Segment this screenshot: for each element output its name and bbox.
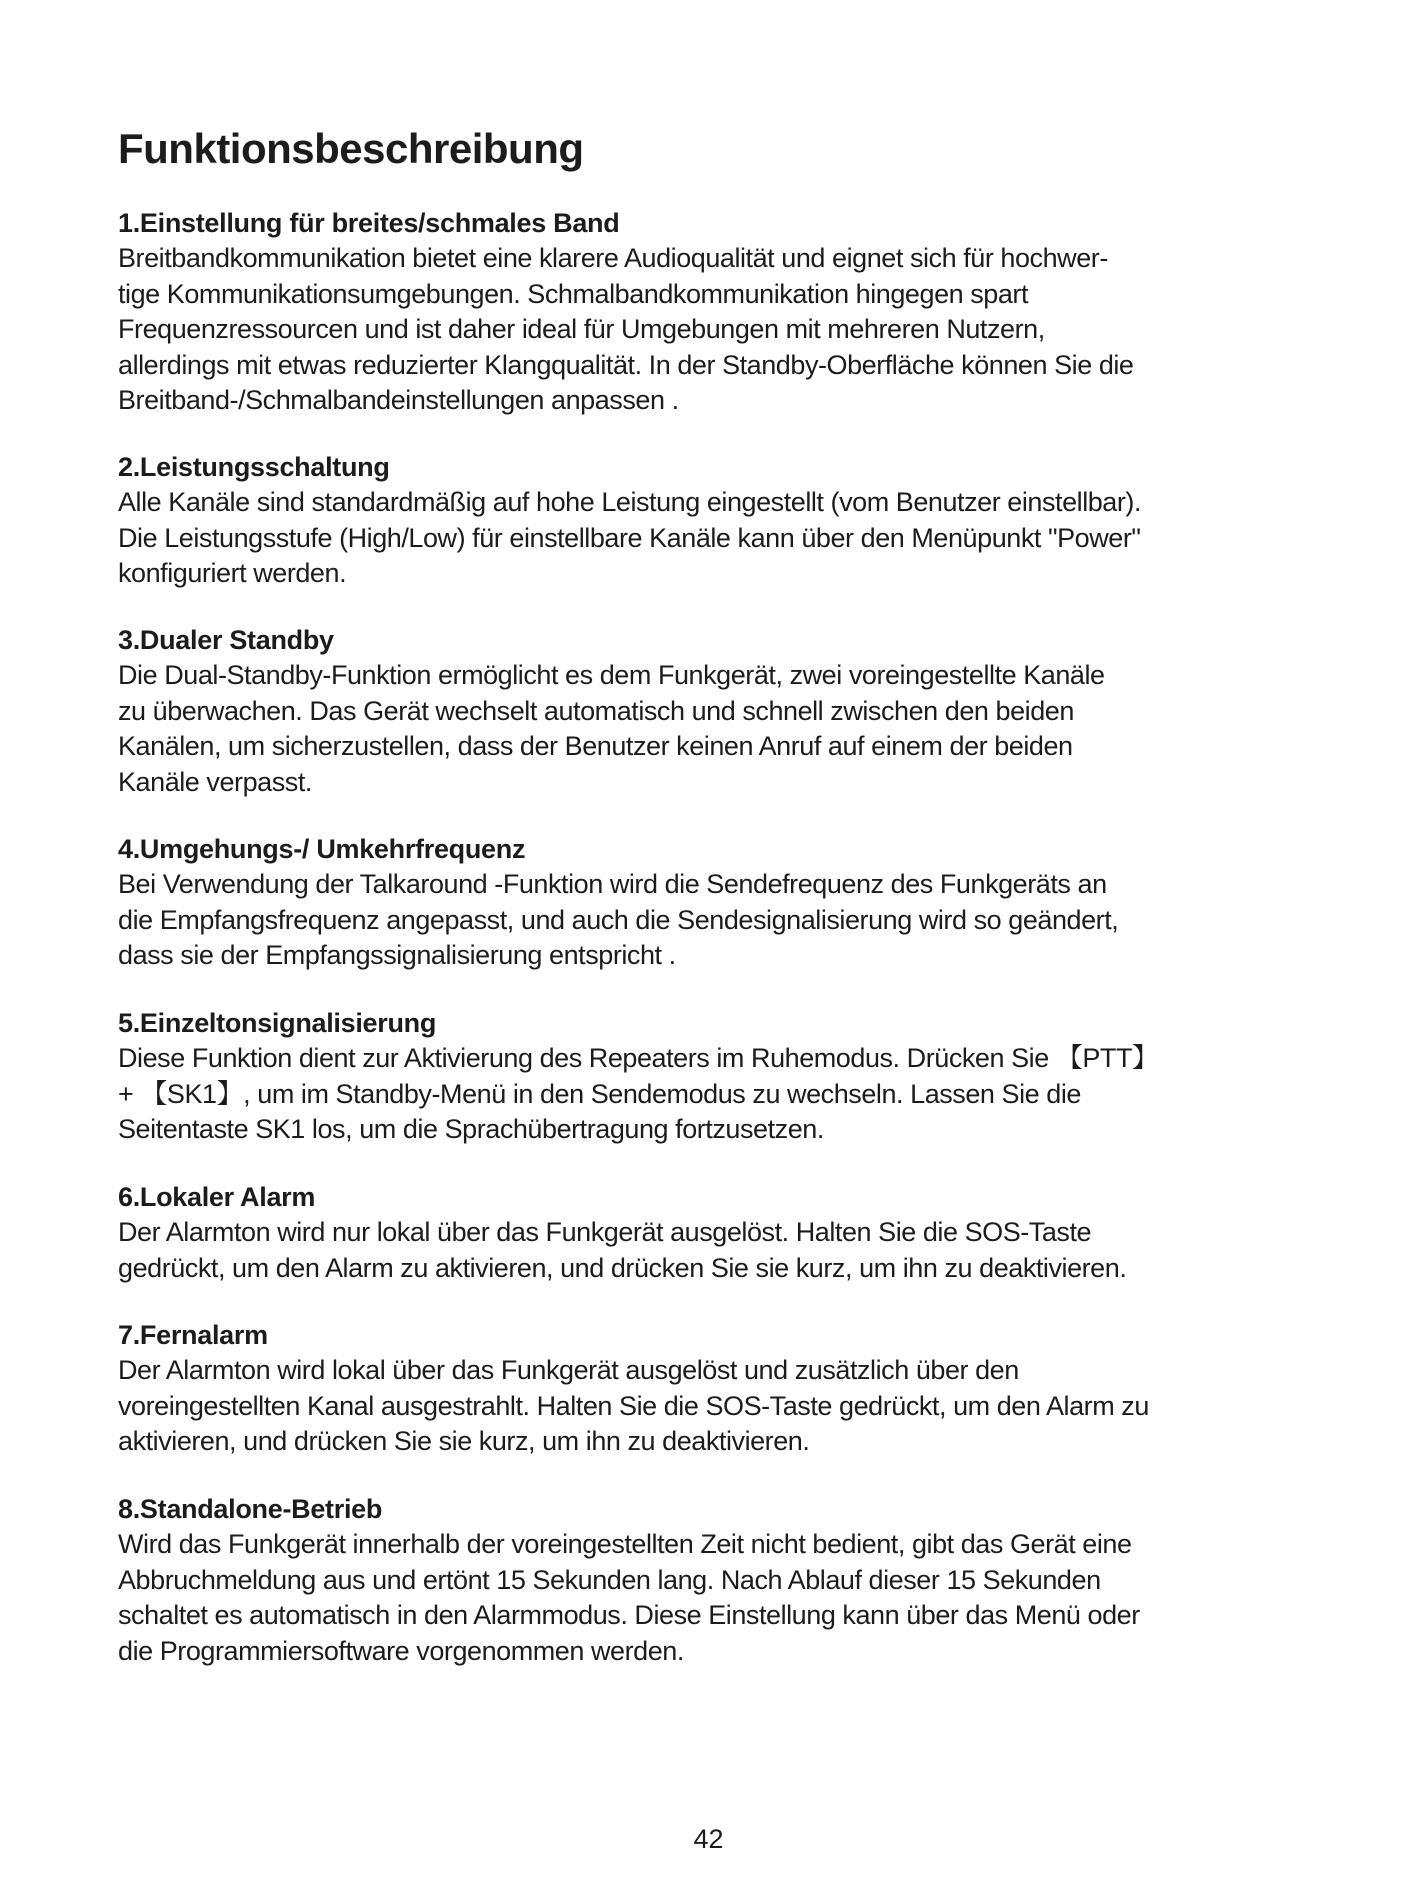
- body-line: Bei Verwendung der Talkaround -Funktion wird die Sendefrequenz des Funkgeräts an: [118, 869, 1107, 899]
- section-single-tone: [118, 1006, 1333, 1148]
- body-line: dass sie der Empfangssignalisierung entspricht .: [118, 940, 676, 970]
- section-heading: 1.Einstellung für breites/schmales Band: [118, 208, 620, 238]
- section-heading: 8.Standalone-Betrieb: [118, 1494, 383, 1524]
- body-line: tige Kommunikationsumgebungen. Schmalbandkommunikation hingegen spart: [118, 278, 1029, 309]
- section-heading: 4.Umgehungs-/ Umkehrfrequenz: [118, 834, 526, 864]
- body-line: Diese Funktion dient zur Aktivierung des Repeaters im Ruhemodus. Drücken Sie 【PTT】: [118, 1043, 1159, 1073]
- body-line: die Programmiersoftware vorgenommen werden.: [118, 1635, 684, 1666]
- section-heading: 6.Lokaler Alarm: [118, 1182, 316, 1212]
- body-line: Die Dual-Standby-Funktion ermöglicht es dem Funkgerät, zwei voreingestellte Kanäle: [118, 660, 1105, 690]
- body-line: Abbruchmeldung aus und ertönt 15 Sekunden lang. Nach Ablauf dieser 15 Sekunden: [118, 1564, 1101, 1595]
- body-line: Kanäle verpasst.: [118, 766, 312, 797]
- section-heading: 2.Leistungsschaltung: [118, 452, 390, 482]
- body-line: Kanälen, um sicherzustellen, dass der Benutzer keinen Anruf auf einem der beiden: [118, 731, 1073, 761]
- body-line: Breitbandkommunikation bietet eine klarere Audioqualität und eignet sich für hochwer-: [118, 243, 1108, 273]
- page-number: 42: [693, 1824, 724, 1854]
- section-power-switch: [118, 450, 1333, 592]
- body-line: konfiguriert werden.: [118, 558, 347, 588]
- section-heading: 7.Fernalarm: [118, 1320, 268, 1350]
- page-title: Funktionsbeschreibung: [118, 125, 584, 172]
- body-line: Frequenzressourcen und ist daher ideal für Umgebungen mit mehreren Nutzern,: [118, 314, 1045, 344]
- section-dual-standby: [118, 623, 1333, 800]
- body-line: aktivieren, und drücken Sie sie kurz, um ihn zu deaktivieren.: [118, 1426, 810, 1456]
- body-line: + 【SK1】, um im Standby-Menü in den Sendemodus zu wechseln. Lassen Sie die: [118, 1078, 1081, 1109]
- section-band-setting: [118, 206, 1333, 419]
- section-remote-alarm: [118, 1318, 1333, 1460]
- body-line: gedrückt, um den Alarm zu aktivieren, und drücken Sie sie kurz, um ihn zu deaktivieren.: [118, 1252, 1127, 1283]
- body-line: Der Alarmton wird nur lokal über das Funkgerät ausgelöst. Halten Sie die SOS-Taste: [118, 1217, 1092, 1247]
- body-line: Wird das Funkgerät innerhalb der voreingestellten Zeit nicht bedient, gibt das Gerät eine: [118, 1529, 1132, 1559]
- body-line: Seitentaste SK1 los, um die Sprachübertragung fortzusetzen.: [118, 1114, 824, 1144]
- section-local-alarm: [118, 1180, 1333, 1286]
- body-line: Der Alarmton wird lokal über das Funkgerät ausgelöst und zusätzlich über den: [118, 1355, 1019, 1385]
- body-line: die Empfangsfrequenz angepasst, und auch die Sendesignalisierung wird so geändert,: [118, 904, 1119, 935]
- body-line: allerdings mit etwas reduzierter Klangqualität. In der Standby-Oberfläche können Sie die: [118, 349, 1134, 380]
- body-line: Alle Kanäle sind standardmäßig auf hohe Leistung eingestellt (vom Benutzer einstellbar).: [118, 487, 1142, 517]
- body-line: voreingestellten Kanal ausgestrahlt. Halten Sie die SOS-Taste gedrückt, um den Alarm zu: [118, 1390, 1149, 1421]
- section-heading: 5.Einzeltonsignalisierung: [118, 1008, 437, 1038]
- body-line: zu überwachen. Das Gerät wechselt automatisch und schnell zwischen den beiden: [118, 695, 1074, 726]
- body-line: schaltet es automatisch in den Alarmmodus. Diese Einstellung kann über das Menü oder: [118, 1600, 1140, 1630]
- body-line: Die Leistungsstufe (High/Low) für einstellbare Kanäle kann über den Menüpunkt "Power": [118, 522, 1141, 553]
- section-talkaround: [118, 832, 1333, 974]
- body-line: Breitband-/Schmalbandeinstellungen anpassen .: [118, 385, 679, 415]
- section-standalone: [118, 1492, 1333, 1669]
- section-heading: 3.Dualer Standby: [118, 625, 334, 655]
